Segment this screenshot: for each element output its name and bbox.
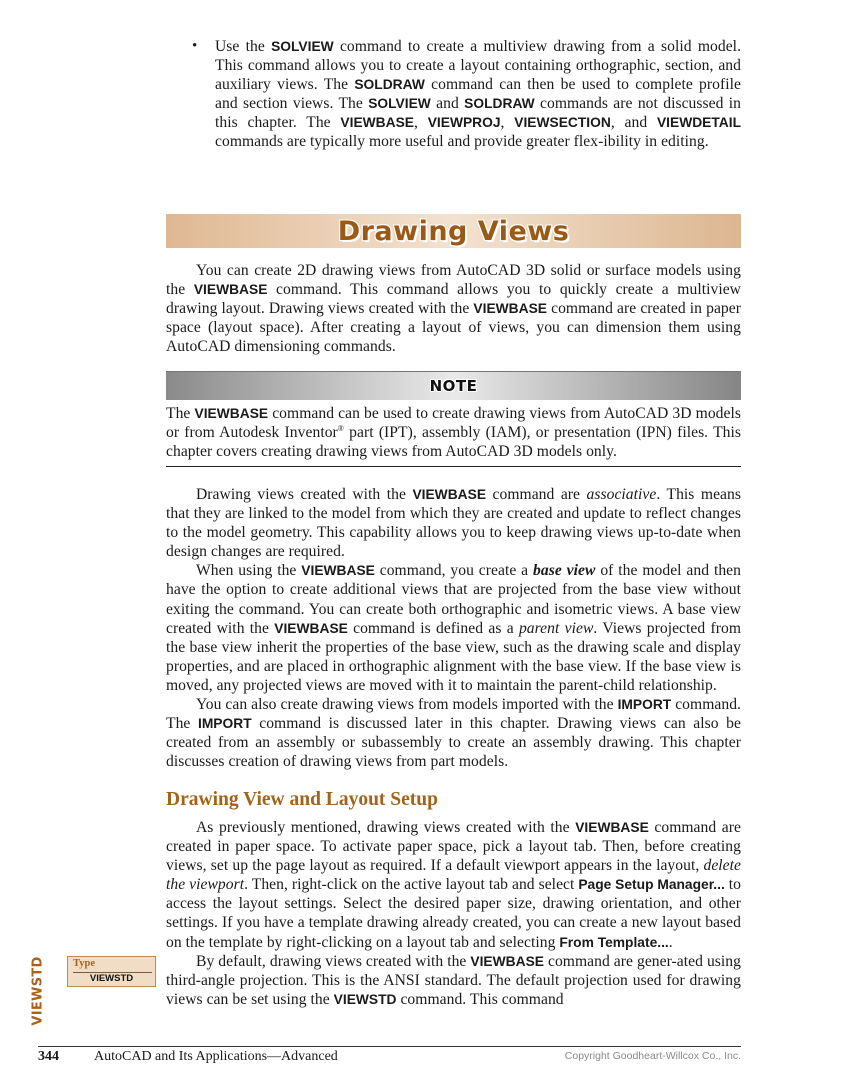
command-name: From Template... [559, 934, 669, 950]
command-name: VIEWBASE [340, 115, 414, 131]
command-name: SOLVIEW [368, 96, 431, 112]
command-name: VIEWBASE [412, 487, 487, 502]
page-number: 344 [38, 1049, 59, 1064]
paragraph-import: You can also create drawing views from models imported with the IMPORT command. The IMPORT command is discussed later in this chapter. Drawing views can also be created from an assembly or subassembly to create an assembly drawing. This chapter discusses creation of drawing views from part models. [166, 696, 741, 771]
type-command-box [67, 956, 156, 987]
intro-paragraph: You can create 2D drawing views from AutoCAD 3D solid or surface models using the VIEWBASE command. This command allows you to quickly create a multiview drawing layout. Drawing views created with the VIEWBASE command are created in paper space (layout space). After creating a layout of views, you can dimension them using AutoCAD dimensioning commands. [166, 262, 741, 356]
command-name: VIEWPROJ [427, 115, 501, 131]
italic-term: parent view [518, 619, 594, 637]
key-term: base view [533, 562, 596, 580]
copyright-notice: Copyright Goodheart-Willcox Co., Inc. [564, 1050, 741, 1062]
note-bottom-rule [166, 466, 741, 467]
command-name: VIEWBASE [575, 820, 649, 835]
note-label: NOTE [429, 377, 478, 395]
command-name: IMPORT [197, 716, 252, 732]
command-name: VIEWBASE [301, 563, 375, 579]
bullet-list [190, 37, 741, 152]
footer-rule [38, 1046, 741, 1047]
type-command: VIEWSTD [89, 973, 134, 984]
paragraph-layout-setup: As previously mentioned, drawing views created with the VIEWBASE command are created in paper space. To activate paper space, pick a layout tab. Then, before creating views, set up the page layout as required. If a default viewport appears in the layout, delete the viewport. Then, right-click on the active layout tab and select Page Setup Manager... to access the layout settings. Select the desired paper size, drawing orientation, and other settings. If you have a template drawing already created, you can create a new layout based on the template by right-clicking on a layout tab and selecting From Template.... [166, 819, 741, 951]
command-name: SOLDRAW [464, 96, 535, 112]
section-intro [166, 261, 741, 356]
command-name: SOLVIEW [271, 39, 334, 54]
italic-term: delete the viewport [166, 857, 741, 894]
type-label: Type [73, 958, 95, 969]
command-name: Page Setup Manager... [578, 877, 725, 893]
subsection-title: Drawing View and Layout Setup [166, 789, 438, 810]
note-body [166, 404, 741, 461]
bullet-item-solview: • Use the SOLVIEW command to create a multiview drawing from a solid model. This command allows you to create a layout containing orthographic, section, and auxiliary views. The SOLDRAW command can then be used to complete profile and section views. The SOLVIEW and SOLDRAW commands are not discussed in this chapter. The VIEWBASE, VIEWPROJ, VIEWSECTION, and VIEWDETAIL commands are typically more useful and provide greater flex-ibility in editing. [190, 37, 741, 152]
note-text: The VIEWBASE command can be used to create drawing views from AutoCAD 3D models or from Autodesk Inventor® part (IPT), assembly (IAM), or presentation (IPN) files. This chapter covers creating drawing views from AutoCAD 3D models only. [166, 405, 741, 461]
section-title: Drawing Views [337, 215, 570, 247]
command-name: VIEWSTD [333, 991, 397, 1007]
command-name: VIEWBASE [473, 301, 547, 317]
command-name: IMPORT [617, 697, 672, 713]
command-name: VIEWBASE [193, 282, 268, 298]
command-name: VIEWBASE [274, 620, 348, 636]
paragraph-base-view: When using the VIEWBASE command, you create a base view of the model and then have the option to create additional views that are projected from the base view without exiting the command. You can create both orthographic and isometric views. A base view created with the VIEWBASE command is defined as a parent view. Views projected from the base view inherit the properties of the base view, such as the drawing scale and display properties, and are placed in orthographic alignment with the base view. If the base view is moved, any projected views are moved with it to maintain the parent-child relationship. [166, 562, 742, 694]
command-name: VIEWSECTION [514, 115, 611, 131]
subsection-body [166, 818, 741, 1009]
registered-mark: ® [337, 423, 344, 433]
command-name: SOLDRAW [354, 77, 425, 93]
section-heading-banner [166, 214, 741, 248]
book-title: AutoCAD and Its Applications—Advanced [94, 1049, 338, 1064]
paragraph-viewstd: By default, drawing views created with the VIEWBASE command are gener-ated using third-angle projection. This is the ANSI standard. The default projection used for drawing views can be set using the VIEWSTD command. This command [166, 952, 741, 1008]
command-name: VIEWBASE [194, 406, 269, 421]
command-name: VIEWDETAIL [656, 115, 742, 131]
command-name: VIEWBASE [470, 953, 544, 969]
paragraph-associative: Drawing views created with the VIEWBASE command are associative. This means that they are linked to the model from which they are created and update to reflect changes to the model geometry. This capability allows you to keep drawing views up-to-date when design changes are required. [166, 486, 741, 561]
margin-command-label: VIEWSTD [30, 956, 46, 1026]
body-paragraphs [166, 485, 741, 771]
italic-term: associative [586, 486, 657, 503]
note-header-bar [166, 371, 741, 400]
